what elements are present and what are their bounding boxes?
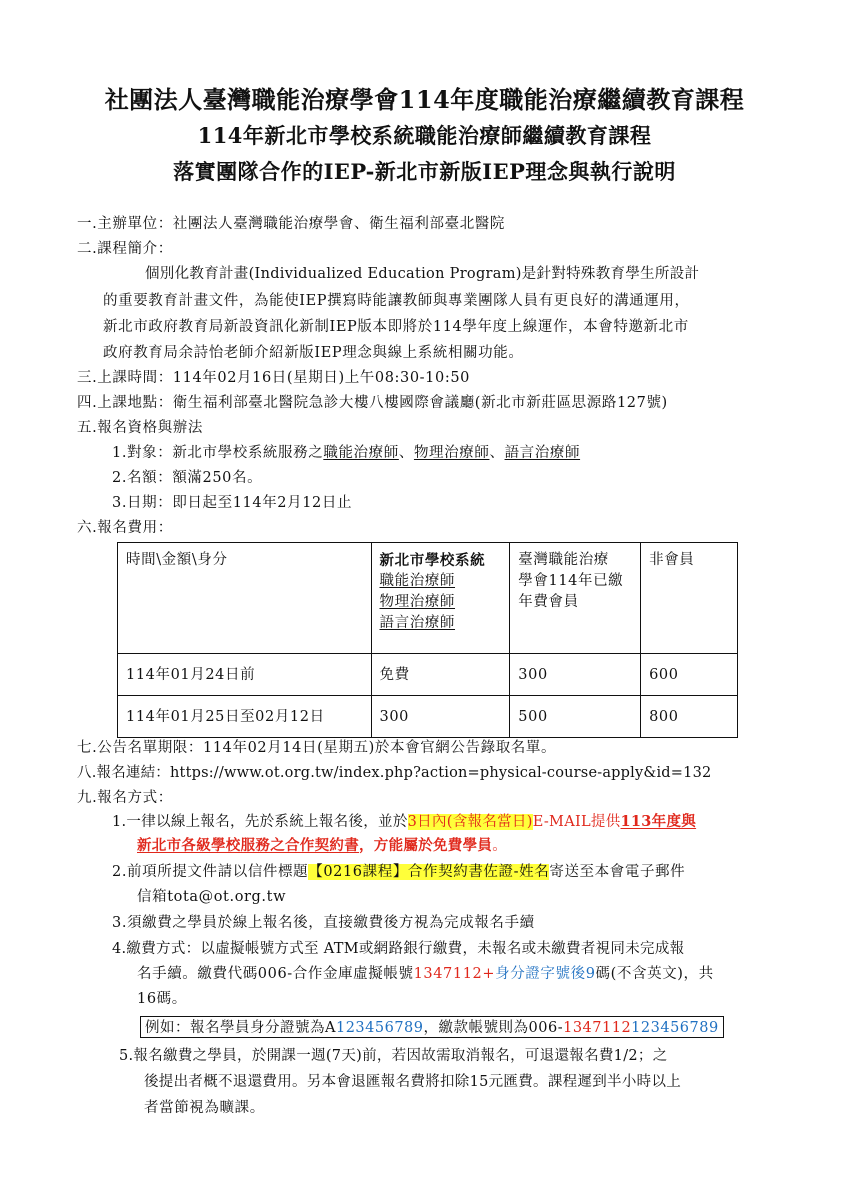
method-item-2-line-2: 信箱tota@ot.org.tw [137,889,287,905]
method-item-5-line-3: 者當節視為曠課。 [144,1100,265,1116]
target-ot: 職能治療師 [323,445,399,461]
header-nonmember: 非會員 [641,543,738,654]
row-member-fee: 300 [510,654,641,696]
header-school: 新北市學校系統 職能治療師 物理治療師 語言治療師 [371,543,510,654]
table-row [118,696,738,738]
doc-title-topic: 落實團隊合作的IEP-新北市新版IEP理念與執行說明 [173,159,676,184]
method-item-5-line-2: 後提出者概不退還費用。另本會退匯報名費將扣除15元匯費。課程遲到半小時以上 [144,1074,682,1090]
eligibility-quota: 2.名額：額滿250名。 [112,470,263,486]
intro-line-1: 個別化教育計畫(Individualized Education Program)是針對特殊教育學生所設計 [145,266,700,282]
fee-table [117,542,738,738]
row-period: 114年01月25日至02月12日 [118,696,372,738]
method-item-1-line-1: 1.一律以線上報名，先於系統上報名後，並於3日內(含報名當日)E-MAIL提供113年度與 [112,813,697,830]
email-subject-highlight: 【0216課程】合作契約書佐證-姓名 [308,864,550,880]
example-box: 例如：報名學員身分證號為A123456789，繳款帳號則為006-1347112123456789 [140,1016,724,1038]
intro-heading: 二.課程簡介： [77,241,173,257]
method-item-5-line-1: 5.報名繳費之學員，於開課一週(7天)前，若因故需取消報名，可退還報名費1/2；之 [119,1048,668,1064]
method-item-4-line-3: 16碼。 [137,991,187,1007]
announce-deadline: 七.公告名單期限：114年02月14日(星期五)於本會官網公告錄取名單。 [77,740,557,756]
intro-line-2: 的重要教育計畫文件，為能使IEP撰寫時能讓教師與專業團隊人員有更良好的溝通運用， [103,293,690,309]
class-time: 三.上課時間：114年02月16日(星期日)上午08:30-10:50 [77,370,470,386]
header-member: 臺灣職能治療 學會114年已繳 年費會員 [510,543,641,654]
row-period: 114年01月24日前 [118,654,372,696]
fees-heading: 六.報名費用： [77,520,173,536]
table-row [118,654,738,696]
method-heading: 九.報名方式： [77,790,173,806]
method-item-1-line-2: 新北市各級學校服務之合作契約書，方能屬於免費學員。 [137,837,508,854]
intro-line-4: 政府教育局余詩怡老師介紹新版IEP理念與線上系統相關功能。 [103,345,524,361]
row-school-fee: 300 [371,696,510,738]
method-item-4-line-1: 4.繳費方式：以虛擬帳號方式至 ATM或網路銀行繳費，未報名或未繳費者視同未完成報 [112,941,685,957]
eligibility-heading: 五.報名資格與辦法 [77,420,204,436]
target-st: 語言治療師 [504,445,581,461]
row-school-fee: 免費 [371,654,510,696]
intro-line-3: 新北市政府教育局新設資訊化新制IEP版本即將於114學年度上線運作，本會特邀新北市 [103,319,689,335]
deadline-highlight: 3日內(含報名當日) [407,814,533,830]
method-item-4-line-2: 名手續。繳費代碼006-合作金庫虛擬帳號1347112+身分證字號後9碼(不含英文)，共 [137,966,714,982]
registration-link[interactable]: 八.報名連結：https://www.ot.org.tw/index.php?action=physical-course-apply&id=132 [77,765,712,781]
row-member-fee: 500 [510,696,641,738]
method-item-2-line-1: 2.前項所提文件請以信件標題【0216課程】合作契約書佐證-姓名寄送至本會電子郵件 [112,864,686,880]
organizer: 一.主辦單位：社團法人臺灣職能治療學會、衛生福利部臺北醫院 [77,216,506,232]
class-venue: 四.上課地點：衛生福利部臺北醫院急診大樓八樓國際會議廳(新北市新莊區思源路127號) [77,395,668,411]
doc-title-main: 社團法人臺灣職能治療學會114年度職能治療繼續教育課程 [104,85,745,114]
target-pt: 物理治療師 [413,445,490,461]
eligibility-date: 3.日期：即日起至114年2月12日止 [112,495,353,511]
table-header-row [118,543,738,654]
eligibility-target: 1.對象：新北市學校系統服務之職能治療師、物理治療師、語言治療師 [112,445,581,461]
method-item-3: 3.須繳費之學員於線上報名後，直接繳費後方視為完成報名手續 [112,915,535,931]
row-nonmember-fee: 800 [641,696,738,738]
row-nonmember-fee: 600 [641,654,738,696]
doc-title-sub: 114年新北市學校系統職能治療師繼續教育課程 [197,123,652,148]
header-period: 時間\金額\身分 [118,543,372,654]
